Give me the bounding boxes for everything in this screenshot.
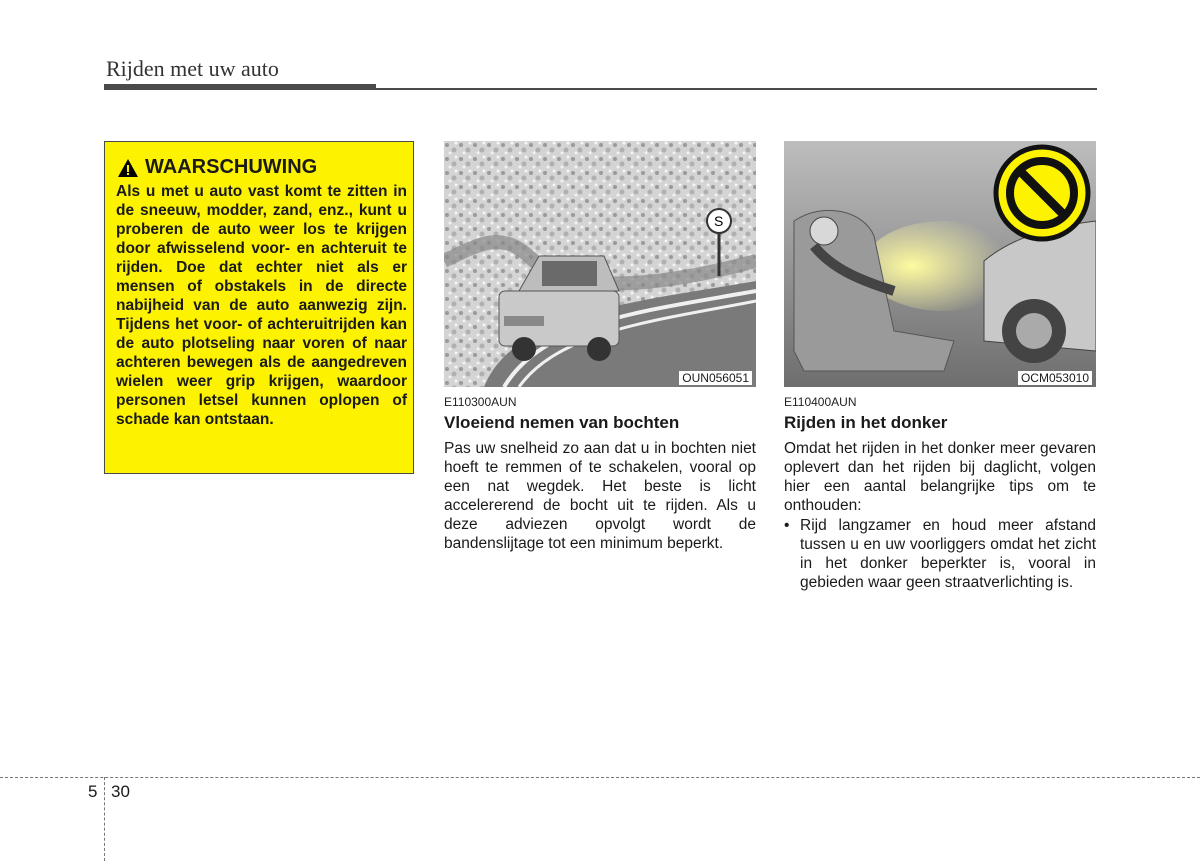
page-header-title: Rijden met uw auto (106, 56, 279, 81)
figure-code: OUN056051 (679, 371, 752, 385)
chapter-number: 5 (88, 782, 98, 801)
section-code: E110400AUN (784, 395, 857, 409)
section-heading: Vloeiend nemen van bochten (444, 413, 680, 432)
page-number: 30 (111, 782, 130, 801)
warning-triangle-icon (117, 158, 139, 178)
section-code: E110300AUN (444, 395, 517, 409)
night-driving-image (784, 141, 1096, 387)
footer-rule (0, 777, 1200, 778)
header-rule-thin (376, 88, 1097, 90)
svg-text:S: S (714, 213, 724, 229)
body-text: Pas uw snelheid zo aan dat u in bochten niet hoeft te remmen of te schakelen, vooral op een nat wegdek. Het beste is licht accelererend de bocht uit te rijden. Als u deze adviezen opvolgt wordt de bandenslijtage tot een minimum beperkt. (444, 440, 756, 552)
curve-road-image (444, 141, 756, 387)
figure-code: OCM053010 (1018, 371, 1092, 385)
warning-title-row (117, 156, 317, 179)
footer-divider (104, 777, 105, 861)
list-item (784, 516, 1096, 592)
bullet-text: Rijd langzamer en houd meer afstand tussen u en uw voorliggers omdat het zicht in het donker beperkter is, vooral in gebieden waar geen straatverlichting is. (800, 517, 1096, 591)
bullet-marker: • (784, 517, 790, 534)
warning-box (104, 141, 414, 474)
warning-text: Als u met u auto vast komt te zitten in de sneeuw, modder, zand, enz., kunt u proberen de auto weer los te krijgen door afwisselend voor- en achteruit te rijden. Doe dat echter niet als er mensen of obstakels in de directe nabijheid van de auto aanwezig zijn. Tijdens het voor- of achteruitrijden kan de auto plotseling naar voren of naar achteren bewegen als de aangedreven wielen weer grip krijgen, waardoor personen letsel kunnen oplopen of schade kan ontstaan. (116, 183, 407, 428)
body-text: Omdat het rijden in het donker meer gevaren oplevert dan het rijden bij daglicht, volgen hier een aantal belangrijke tips om te onthouden: (784, 440, 1096, 514)
header-rule-thick (104, 84, 376, 90)
section-heading: Rijden in het donker (784, 413, 948, 432)
warning-title: WAARSCHUWING (145, 156, 318, 178)
